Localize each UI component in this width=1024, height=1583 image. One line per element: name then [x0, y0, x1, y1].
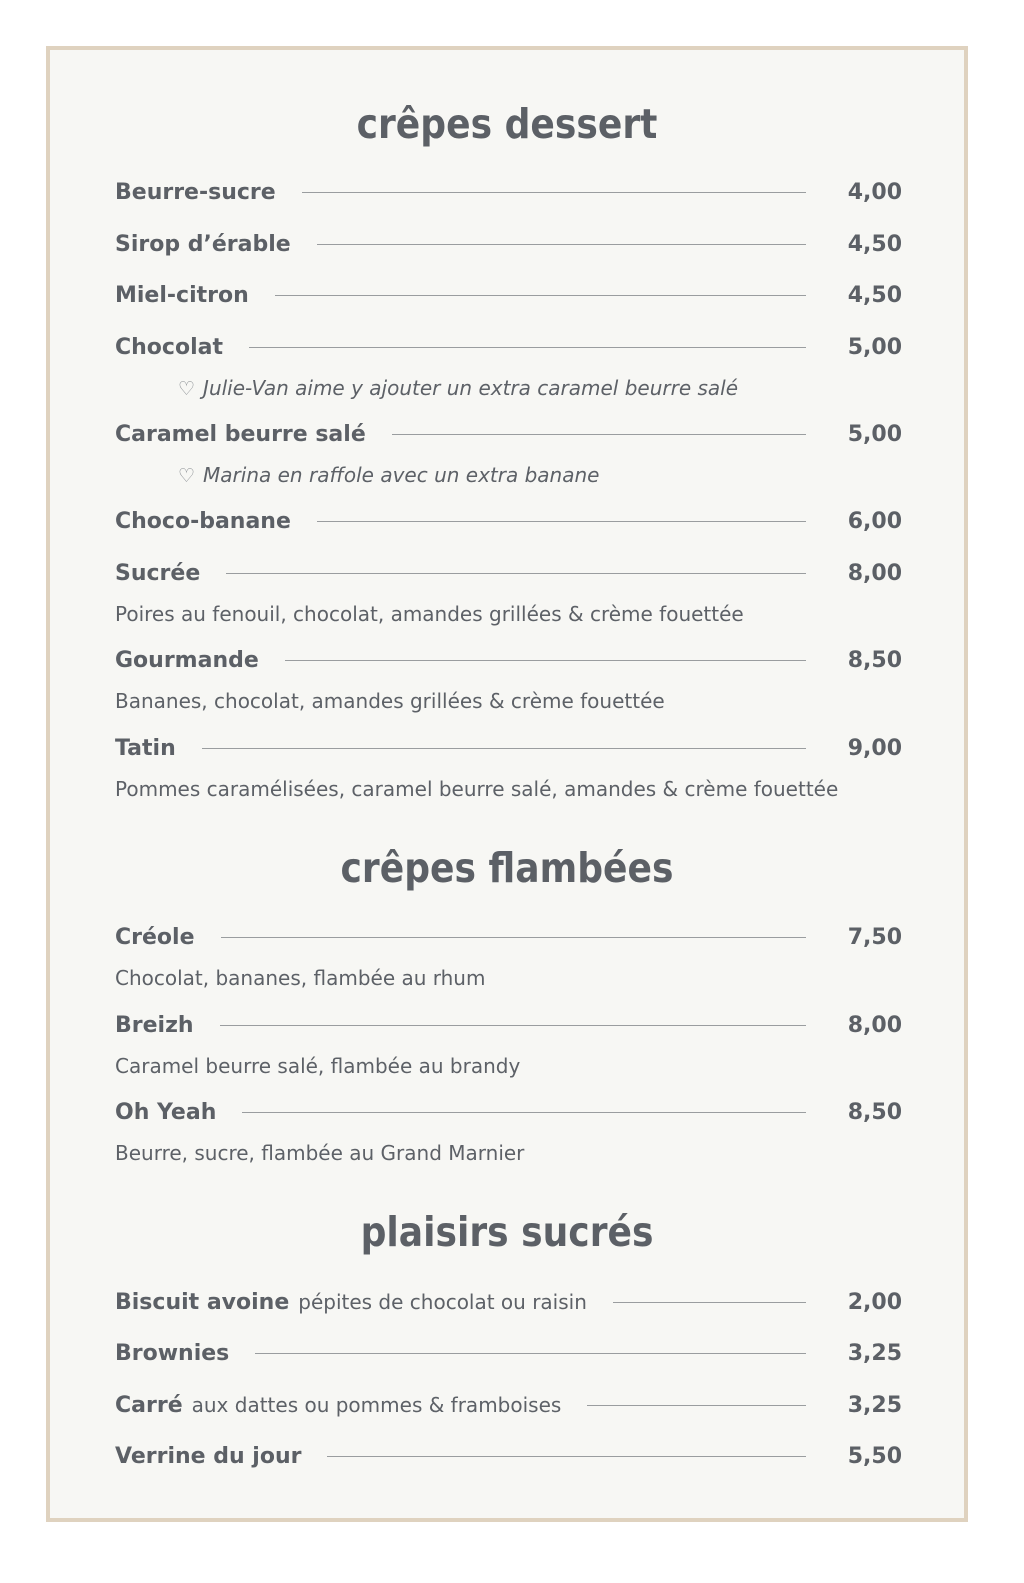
menu-item-sirop-erable: [115, 228, 902, 260]
heart-outline-icon: ♡: [178, 378, 196, 400]
leader-line: [220, 1025, 806, 1026]
item-name: Biscuit avoine: [115, 1289, 290, 1315]
leader-line: [317, 244, 806, 245]
menu-item-carre: [115, 1389, 902, 1421]
item-price: 7,50: [847, 924, 902, 950]
item-price: 5,00: [847, 421, 902, 447]
item-name: Brownies: [115, 1340, 230, 1366]
item-name: Verrine du jour: [115, 1443, 302, 1469]
menu-item-miel-citron: [115, 279, 902, 311]
leader-line: [242, 1112, 806, 1113]
note-text: Julie-Van aime y ajouter un extra caramel beurre salé: [203, 376, 739, 400]
menu-item-biscuit-avoine: [115, 1286, 902, 1318]
item-name: Gourmande: [115, 647, 259, 673]
menu-item-brownies: [115, 1337, 902, 1369]
menu-item-breizh: [115, 1009, 902, 1041]
item-name: Miel-citron: [115, 282, 249, 308]
item-price: 4,50: [847, 231, 902, 257]
item-name: Sucrée: [115, 560, 201, 586]
item-price: 8,00: [847, 560, 902, 586]
menu-item-choco-banane: [115, 505, 902, 537]
section-title-crepes-flambees: crêpes flambées: [340, 844, 674, 892]
menu-item-tatin: [115, 732, 902, 764]
item-description: Poires au fenouil, chocolat, amandes grillées & crème fouettée: [115, 602, 744, 626]
item-price: 8,50: [847, 647, 902, 673]
item-note: [178, 463, 599, 487]
item-price: 5,00: [847, 334, 902, 360]
menu-item-creole: [115, 921, 902, 953]
leader-line: [275, 295, 806, 296]
section-title-crepes-dessert: crêpes dessert: [356, 100, 658, 148]
item-price: 8,50: [847, 1099, 902, 1125]
item-price: 2,00: [847, 1289, 902, 1315]
menu-item-chocolat: [115, 331, 902, 363]
menu-item-beurre-sucre: [115, 176, 902, 208]
leader-line: [226, 573, 806, 574]
menu-item-gourmande: [115, 644, 902, 676]
item-name: Choco-banane: [115, 508, 291, 534]
item-price: 4,50: [847, 282, 902, 308]
leader-line: [327, 1456, 806, 1457]
item-inline-description: aux dattes ou pommes & framboises: [191, 1393, 562, 1417]
item-description: Chocolat, bananes, flambée au rhum: [115, 966, 486, 990]
leader-line: [302, 192, 806, 193]
leader-line: [249, 347, 806, 348]
item-name: Chocolat: [115, 334, 223, 360]
item-price: 5,50: [847, 1443, 902, 1469]
menu-item-oh-yeah: [115, 1096, 902, 1128]
item-description: Pommes caramélisées, caramel beurre salé, amandes & crème fouettée: [115, 777, 839, 801]
item-inline-description: pépites de chocolat ou raisin: [298, 1290, 587, 1314]
menu-card: [46, 46, 968, 1522]
item-name: Créole: [115, 924, 195, 950]
leader-line: [392, 434, 806, 435]
item-name: Caramel beurre salé: [115, 421, 366, 447]
heart-outline-icon: ♡: [178, 465, 196, 487]
item-note: [178, 376, 738, 400]
leader-line: [613, 1302, 806, 1303]
item-description: Beurre, sucre, flambée au Grand Marnier: [115, 1141, 525, 1165]
item-name: Sirop d’érable: [115, 231, 291, 257]
item-price: 3,25: [847, 1340, 902, 1366]
leader-line: [317, 521, 806, 522]
menu-item-verrine-du-jour: [115, 1440, 902, 1472]
item-name: Oh Yeah: [115, 1099, 217, 1125]
leader-line: [587, 1405, 806, 1406]
item-description: Bananes, chocolat, amandes grillées & crème fouettée: [115, 689, 665, 713]
item-price: 9,00: [847, 735, 902, 761]
leader-line: [221, 937, 807, 938]
item-name: Beurre-sucre: [115, 179, 276, 205]
item-price: 6,00: [847, 508, 902, 534]
item-name: Tatin: [115, 735, 176, 761]
leader-line: [202, 748, 806, 749]
menu-item-sucree: [115, 557, 902, 589]
item-name: Carré: [115, 1392, 183, 1418]
leader-line: [285, 660, 806, 661]
item-price: 3,25: [847, 1392, 902, 1418]
menu-item-caramel-beurre-sale: [115, 418, 902, 450]
item-name: Breizh: [115, 1012, 194, 1038]
leader-line: [255, 1353, 806, 1354]
item-description: Caramel beurre salé, flambée au brandy: [115, 1054, 521, 1078]
note-text: Marina en raffole avec un extra banane: [203, 463, 600, 487]
item-price: 8,00: [847, 1012, 902, 1038]
item-price: 4,00: [847, 179, 902, 205]
section-title-plaisirs-sucres: plaisirs sucrés: [360, 1208, 654, 1256]
